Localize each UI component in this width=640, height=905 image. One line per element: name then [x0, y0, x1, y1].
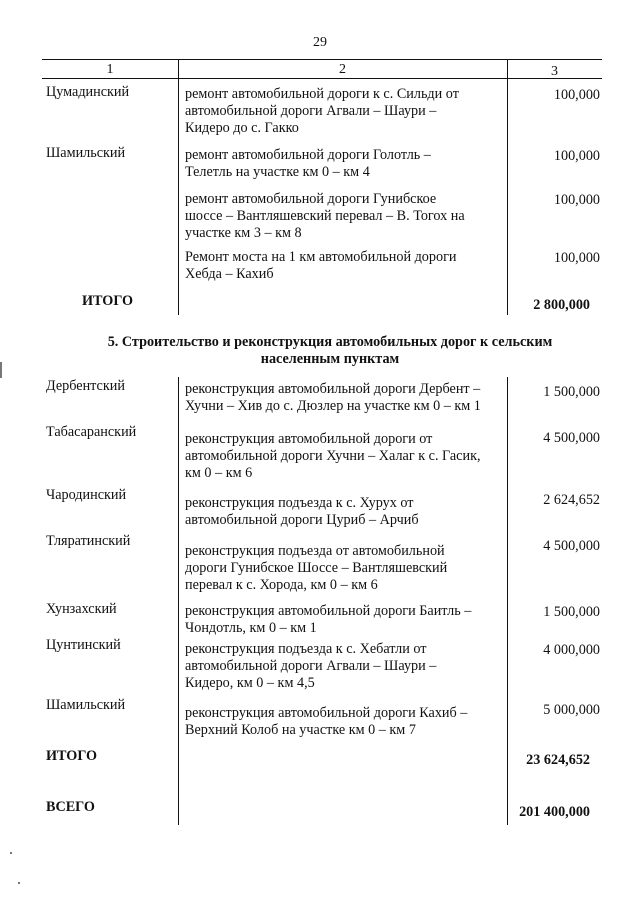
amount: 1 500,000 — [543, 604, 600, 620]
description-line: реконструкция подъезда от автомобильной — [185, 543, 445, 559]
description-line: автомобильной дороги Агвали – Шаури – — [185, 103, 437, 119]
work-description — [185, 147, 503, 181]
description-line: ремонт автомобильной дороги Голотль – — [185, 147, 431, 163]
description-line: км 0 – км 6 — [185, 465, 253, 481]
description-line: участке км 3 – км 8 — [185, 225, 302, 241]
scan-mark — [10, 852, 12, 854]
amount: 4 000,000 — [543, 642, 600, 658]
description-line: Кидеро, км 0 – км 4,5 — [185, 675, 315, 691]
total-label: ИТОГО — [82, 293, 134, 309]
amount: 100,000 — [553, 192, 600, 208]
description-line: Верхний Колоб на участке км 0 – км 7 — [185, 722, 416, 738]
description-line: перевал к с. Хорода, км 0 – км 6 — [185, 577, 378, 593]
district-name: Хунзахский — [46, 601, 117, 617]
grand-total-label: ВСЕГО — [46, 799, 95, 815]
description-line: реконструкция автомобильной дороги Кахиб – — [185, 705, 468, 721]
district-name: Цумадинский — [46, 84, 130, 100]
district-name: Шамильский — [46, 697, 126, 713]
description-line: Кидеро до с. Гакко — [185, 120, 299, 136]
description-line: ремонт автомобильной дороги к с. Сильди от — [185, 86, 459, 102]
district-name: Шамильский — [46, 145, 126, 161]
district-name: Табасаранский — [46, 424, 137, 440]
total-value: 23 624,652 — [526, 752, 590, 768]
total-label: ИТОГО — [46, 748, 98, 764]
work-description — [185, 543, 503, 594]
description-line: Хучни – Хив до с. Дюзлер на участке км 0 – км 1 — [185, 398, 481, 414]
scan-mark — [18, 882, 20, 884]
column-divider-1 — [178, 59, 179, 315]
section-title-line: населенным пунктам — [260, 351, 400, 367]
description-line: реконструкция подъезда к с. Хурух от — [185, 495, 414, 511]
district-name: Дербентский — [46, 378, 125, 394]
section-title — [70, 334, 590, 368]
header-col2: 2 — [339, 62, 346, 77]
amount: 100,000 — [553, 250, 600, 266]
description-line: автомобильной дороги Хучни – Халаг к с. Гасик, — [185, 448, 481, 464]
scan-mark — [0, 362, 2, 378]
description-line: Телетль на участке км 0 – км 4 — [185, 164, 370, 180]
amount: 2 624,652 — [543, 492, 600, 508]
header-col3: 3 — [551, 64, 558, 79]
work-description — [185, 381, 503, 415]
column-divider-1 — [178, 377, 179, 825]
amount: 100,000 — [553, 87, 600, 103]
work-description — [185, 495, 503, 529]
description-line: автомобильной дороги Цуриб – Арчиб — [185, 512, 419, 528]
description-line: дороги Гунибское Шоссе – Вантляшевский — [185, 560, 448, 576]
section-title-line: 5. Строительство и реконструкция автомобильных дорог к сельским — [107, 334, 553, 350]
work-description — [185, 431, 503, 482]
district-name: Цунтинский — [46, 637, 121, 653]
district-name: Тляратинский — [46, 533, 131, 549]
description-line: Ремонт моста на 1 км автомобильной дороги — [185, 249, 457, 265]
work-description — [185, 249, 503, 283]
work-description — [185, 86, 503, 137]
description-line: автомобильной дороги Агвали – Шаури – — [185, 658, 437, 674]
grand-total-value: 201 400,000 — [519, 804, 590, 820]
description-line: реконструкция автомобильной дороги Баитль – — [185, 603, 472, 619]
description-line: шоссе – Вантляшевский перевал – В. Тогох на — [185, 208, 465, 224]
work-description — [185, 191, 503, 242]
amount: 4 500,000 — [543, 538, 600, 554]
amount: 100,000 — [553, 148, 600, 164]
amount: 1 500,000 — [543, 384, 600, 400]
description-line: реконструкция автомобильной дороги от — [185, 431, 433, 447]
district-name: Чародинский — [46, 487, 127, 503]
header-col1: 1 — [106, 62, 114, 77]
page-number: 29 — [313, 35, 327, 50]
header-top-rule — [42, 59, 602, 60]
description-line: ремонт автомобильной дороги Гунибское — [185, 191, 437, 207]
description-line: Чондотль, км 0 – км 1 — [185, 620, 317, 636]
work-description — [185, 705, 503, 739]
amount: 4 500,000 — [543, 430, 600, 446]
work-description — [185, 603, 503, 637]
work-description — [185, 641, 503, 692]
total-value: 2 800,000 — [533, 297, 590, 313]
description-line: реконструкция подъезда к с. Хебатли от — [185, 641, 427, 657]
description-line: Хебда – Кахиб — [185, 266, 274, 282]
amount: 5 000,000 — [543, 702, 600, 718]
description-line: реконструкция автомобильной дороги Дербент – — [185, 381, 481, 397]
